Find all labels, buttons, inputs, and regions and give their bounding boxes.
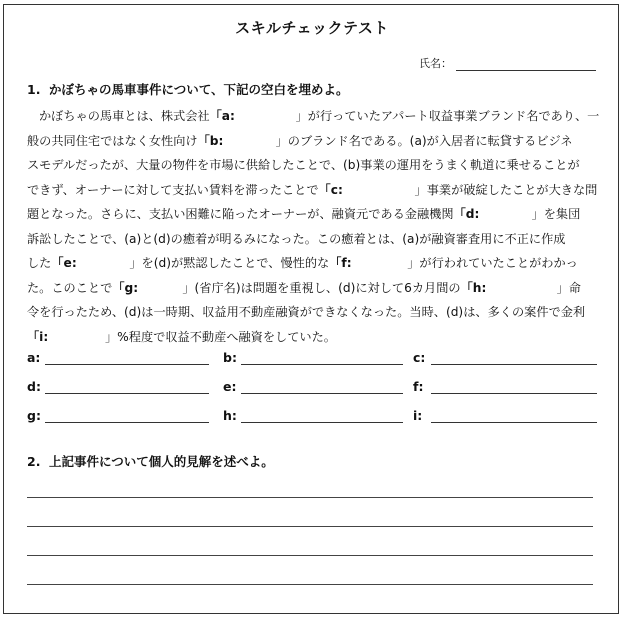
- answer-g-field[interactable]: [45, 409, 209, 423]
- passage-text: 題となった。さらに、支払い困難に陥ったオーナーが、融資元である金融機関: [27, 207, 454, 221]
- question-1-text: かぼちゃの馬車事件について、下記の空白を埋めよ。: [49, 82, 349, 97]
- passage-text: 令を行ったため、(d)は一時期、収益用不動産融資ができなくなった。当時、(d)は、多くの案件で金利: [27, 305, 586, 319]
- passage-line: [27, 300, 595, 325]
- answer-label: b:: [223, 350, 237, 365]
- name-field[interactable]: [456, 58, 596, 71]
- answer-a-field[interactable]: [45, 351, 209, 365]
- passage-text: 」が行っていたアパート収益事業ブランド名であり、一: [295, 109, 600, 123]
- answer-d-field[interactable]: [45, 380, 209, 394]
- essay-line[interactable]: [27, 497, 593, 498]
- question-1-number: 1.: [27, 82, 41, 97]
- answer-b-field[interactable]: [241, 351, 403, 365]
- answer-i-field[interactable]: [431, 409, 597, 423]
- passage-line: [27, 153, 595, 178]
- passage-text: 」が行われていたことがわかっ: [407, 256, 578, 270]
- answer-label: c:: [413, 350, 426, 365]
- blank-f: 「f:: [329, 256, 352, 270]
- answer-a: [27, 350, 223, 365]
- passage-line: [27, 104, 600, 129]
- question-2-heading: [27, 452, 274, 470]
- answer-label: d:: [27, 379, 41, 394]
- answer-h-field[interactable]: [241, 409, 403, 423]
- passage-line: [27, 129, 595, 154]
- essay-line[interactable]: [27, 526, 593, 527]
- passage-line: [27, 276, 595, 301]
- answer-label: e:: [223, 379, 237, 394]
- blank-h: 「h:: [460, 280, 487, 295]
- essay-line[interactable]: [27, 584, 593, 585]
- name-label: 氏名：: [419, 57, 452, 70]
- answer-label: a:: [27, 350, 41, 365]
- answer-c: [413, 350, 597, 365]
- answer-row: [27, 350, 597, 365]
- answer-row: [27, 379, 597, 394]
- passage-text: た。このことで: [27, 280, 113, 295]
- passage-text: 」%程度で収益不動産へ融資をしていた。: [105, 329, 336, 344]
- question-1-passage: [27, 104, 600, 349]
- blank-c: 「c:: [318, 182, 343, 197]
- name-field-row: [419, 55, 596, 71]
- passage-text: スモデルだったが、大量の物件を市場に供給したことで、(b)事業の運用をうまく軌道に乗せることが: [27, 158, 580, 172]
- blank-g: 「g:: [112, 280, 139, 295]
- question-1-heading: [27, 80, 349, 98]
- essay-line[interactable]: [27, 555, 593, 556]
- answer-row: [27, 408, 597, 423]
- passage-line: [27, 325, 595, 350]
- answer-d: [27, 379, 223, 394]
- passage-text: 」を(d)が黙認したことで、慢性的な: [129, 256, 330, 270]
- answer-label: g:: [27, 408, 41, 423]
- passage-text: 般の共同住宅ではなく女性向け: [27, 133, 198, 148]
- answer-label: f:: [413, 379, 424, 394]
- passage-text: かぼちゃの馬車とは、株式会社: [39, 109, 210, 123]
- passage-text: 」のブランド名である。(a)が入居者に転貸するビジネ: [275, 133, 573, 148]
- answer-e: [223, 379, 413, 394]
- answer-g: [27, 408, 223, 423]
- answer-c-field[interactable]: [431, 351, 597, 365]
- passage-text: 」を集団: [531, 207, 581, 221]
- blank-b: 「b:: [197, 133, 224, 148]
- answer-b: [223, 350, 413, 365]
- passage-text: 訴訟したことで、(a)と(d)の癒着が明るみになった。この癒着とは、(a)が融資審査用に不正に作成: [27, 231, 566, 246]
- passage-line: [27, 178, 598, 203]
- passage-line: [27, 251, 595, 276]
- passage-text: 」事業が破綻したことが大きな問: [414, 182, 598, 197]
- passage-line: [27, 202, 595, 227]
- blank-i: 「i:: [27, 329, 49, 344]
- passage-line: [27, 227, 595, 252]
- blank-e: 「e:: [51, 256, 77, 270]
- passage-text: 」(省庁名)は問題を重視し、(d)に対して6カ月間の: [182, 280, 461, 295]
- page-title: スキルチェックテスト: [235, 19, 389, 37]
- answer-e-field[interactable]: [241, 380, 403, 394]
- blank-a: 「a:: [209, 109, 235, 123]
- passage-text: した: [27, 256, 52, 270]
- answer-f-field[interactable]: [431, 380, 597, 394]
- question-2-text: 上記事件について個人的見解を述べよ。: [49, 454, 274, 469]
- answer-label: i:: [413, 408, 423, 423]
- answer-label: h:: [223, 408, 237, 423]
- answer-i: [413, 408, 597, 423]
- answer-h: [223, 408, 413, 423]
- blank-d: 「d:: [453, 207, 480, 221]
- question-2-number: 2.: [27, 454, 41, 469]
- passage-text: できず、オーナーに対して支払い賃料を滞ったことで: [27, 182, 319, 197]
- passage-text: 」命: [556, 280, 581, 295]
- answer-f: [413, 379, 597, 394]
